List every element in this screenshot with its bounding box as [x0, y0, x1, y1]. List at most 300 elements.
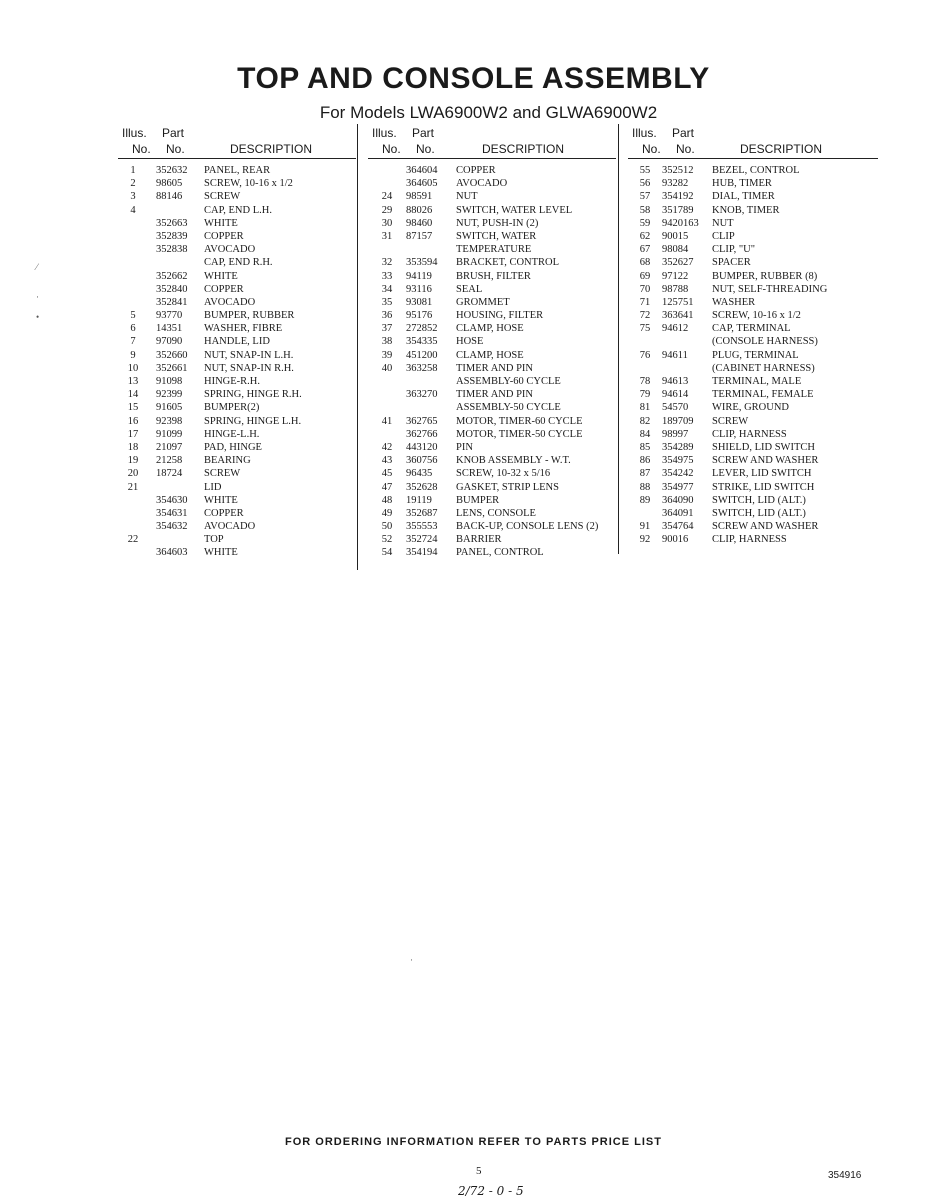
parts-row: [368, 442, 616, 455]
illus-number: 14: [127, 389, 139, 401]
part-description: BUMPER, RUBBER: [204, 310, 295, 322]
header-part-no: No.: [676, 142, 695, 156]
part-number: 97122: [662, 270, 689, 282]
illus-number: 75: [639, 323, 651, 335]
parts-row: [368, 534, 616, 547]
part-number: 352839: [156, 230, 188, 242]
part-number: 54570: [662, 402, 689, 414]
parts-list: [118, 165, 356, 561]
part-description: ASSEMBLY-50 CYCLE: [456, 402, 561, 414]
part-number: 352627: [662, 257, 694, 269]
part-description: BACK-UP, CONSOLE LENS (2): [456, 521, 599, 533]
part-number: 97090: [156, 336, 183, 348]
part-description: (CONSOLE HARNESS): [712, 336, 818, 348]
part-description: TIMER AND PIN: [456, 389, 534, 401]
illus-number: 85: [639, 441, 651, 453]
part-description: PAD, HINGE: [204, 441, 262, 453]
part-number: 363641: [662, 310, 694, 322]
part-number: 364603: [156, 547, 188, 559]
part-description: NUT, SNAP-IN R.H.: [204, 362, 294, 374]
part-description: SPACER: [712, 257, 751, 269]
parts-row: [368, 231, 616, 244]
parts-row: [368, 547, 616, 560]
part-description: HOUSING, FILTER: [456, 310, 544, 322]
parts-row: [368, 297, 616, 310]
parts-row: [368, 521, 616, 534]
illus-number: 69: [639, 270, 651, 282]
part-description: SCREW: [204, 191, 241, 203]
illus-number: 68: [639, 257, 651, 269]
parts-row: [118, 191, 356, 204]
part-description: CLIP: [712, 230, 735, 242]
part-number: 98788: [662, 283, 689, 295]
parts-row: [368, 218, 616, 231]
column-header: [628, 124, 878, 159]
part-number: 352663: [156, 217, 188, 229]
parts-row: [118, 442, 356, 455]
illus-number: 17: [127, 428, 139, 440]
part-number: 443120: [406, 441, 438, 453]
header-no: No.: [642, 142, 661, 156]
part-description: SCREW, 10-16 x 1/2: [712, 310, 801, 322]
part-number: 93081: [406, 296, 433, 308]
parts-row: [118, 495, 356, 508]
illus-number: 89: [639, 494, 651, 506]
parts-row: [628, 271, 878, 284]
illus-number: 52: [381, 534, 393, 546]
illus-number: 87: [639, 468, 651, 480]
part-number: 354975: [662, 455, 694, 467]
part-number: 364090: [662, 494, 694, 506]
part-number: 364605: [406, 178, 438, 190]
parts-row: [368, 165, 616, 178]
header-description: DESCRIPTION: [740, 142, 823, 156]
column-divider: [357, 124, 358, 570]
header-part-no: No.: [166, 142, 185, 156]
parts-row: [368, 178, 616, 191]
header-illus: Illus.: [122, 126, 147, 140]
illus-number: 41: [381, 415, 393, 427]
part-description: BRUSH, FILTER: [456, 270, 531, 282]
illus-number: 1: [130, 165, 136, 176]
parts-row: [628, 416, 878, 429]
part-description: KNOB, TIMER: [712, 204, 780, 216]
parts-row: [118, 534, 356, 547]
part-number: 352512: [662, 165, 694, 176]
part-description: SCREW: [712, 415, 749, 427]
parts-row: [368, 468, 616, 481]
parts-row: [118, 468, 356, 481]
parts-row: [118, 363, 356, 376]
part-description: NUT: [712, 217, 734, 229]
illus-number: 16: [127, 415, 139, 427]
part-description: SCREW AND WASHER: [712, 521, 819, 533]
illus-number: 78: [639, 376, 651, 387]
part-description: MOTOR, TIMER-50 CYCLE: [456, 428, 583, 440]
part-number: 90015: [662, 230, 689, 242]
illus-number: 39: [381, 349, 393, 361]
parts-row: [118, 521, 356, 534]
part-description: HOSE: [456, 336, 484, 348]
illus-number: 76: [639, 349, 651, 361]
part-number: 91099: [156, 428, 183, 440]
part-description: CLIP, "U": [712, 244, 755, 256]
parts-row: [628, 521, 878, 534]
part-description: WHITE: [204, 270, 238, 282]
parts-row: [628, 376, 878, 389]
header-illus: Illus.: [372, 126, 397, 140]
part-description: GROMMET: [456, 296, 510, 308]
parts-row: [368, 429, 616, 442]
illus-number: 62: [639, 230, 651, 242]
part-number: 451200: [406, 349, 438, 361]
part-number: 363258: [406, 362, 438, 374]
parts-row: [118, 297, 356, 310]
parts-row: [628, 402, 878, 415]
parts-row: [368, 284, 616, 297]
part-number: 9420163: [662, 217, 699, 229]
ordering-note: FOR ORDERING INFORMATION REFER TO PARTS PRICE LIST: [285, 1136, 662, 1148]
parts-row: [368, 257, 616, 270]
parts-row: [368, 323, 616, 336]
part-description: HANDLE, LID: [204, 336, 270, 348]
parts-row: [118, 231, 356, 244]
part-number: 21258: [156, 455, 183, 467]
illus-number: 32: [381, 257, 393, 269]
scan-mark: •: [36, 312, 40, 322]
part-description: COPPER: [456, 165, 496, 176]
part-description: CAP, END L.H.: [204, 204, 272, 216]
part-description: BUMPER: [456, 494, 500, 506]
illus-number: 18: [127, 441, 139, 453]
scan-mark: ·: [410, 955, 413, 965]
part-description: CAP, END R.H.: [204, 257, 273, 269]
parts-row: [628, 534, 878, 547]
part-description: WHITE: [204, 494, 238, 506]
illus-number: 40: [381, 362, 393, 374]
parts-row: [628, 165, 878, 178]
part-number: 94612: [662, 323, 689, 335]
part-number: 354242: [662, 468, 694, 480]
part-description: SCREW AND WASHER: [712, 455, 819, 467]
parts-row: [118, 455, 356, 468]
illus-number: 4: [130, 204, 136, 216]
parts-row: [628, 468, 878, 481]
illus-number: 3: [130, 191, 136, 203]
parts-row: [118, 350, 356, 363]
part-description: GASKET, STRIP LENS: [456, 481, 559, 493]
illus-number: 57: [639, 191, 651, 203]
part-number: 354192: [662, 191, 694, 203]
part-description: SHIELD, LID SWITCH: [712, 441, 815, 453]
part-number: 352662: [156, 270, 188, 282]
illus-number: 71: [639, 296, 651, 308]
parts-row: [628, 508, 878, 521]
part-number: 354631: [156, 507, 188, 519]
part-description: LID: [204, 481, 222, 493]
illus-number: 34: [381, 283, 393, 295]
part-number: 94611: [662, 349, 688, 361]
part-number: 360756: [406, 455, 438, 467]
part-description: SCREW, 10-32 x 5/16: [456, 468, 551, 480]
column-divider: [618, 124, 619, 554]
illus-number: 88: [639, 481, 651, 493]
parts-row: [118, 482, 356, 495]
illus-number: 15: [127, 402, 139, 414]
part-description: TEMPERATURE: [456, 244, 532, 256]
parts-row: [118, 389, 356, 402]
part-description: BRACKET, CONTROL: [456, 257, 560, 269]
parts-row: [118, 178, 356, 191]
illus-number: 82: [639, 415, 651, 427]
part-number: 87157: [406, 230, 433, 242]
parts-row: [118, 336, 356, 349]
part-description: HINGE-R.H.: [204, 376, 260, 387]
parts-row: [628, 205, 878, 218]
illus-number: 36: [381, 310, 393, 322]
parts-row: [628, 482, 878, 495]
parts-row: [628, 389, 878, 402]
illus-number: 37: [381, 323, 393, 335]
part-description: LEVER, LID SWITCH: [712, 468, 812, 480]
parts-row: [368, 336, 616, 349]
part-description: (CABINET HARNESS): [712, 362, 815, 374]
parts-row: [118, 429, 356, 442]
illus-number: 45: [381, 468, 393, 480]
parts-row: [368, 416, 616, 429]
illus-number: 31: [381, 230, 393, 242]
part-description: DIAL, TIMER: [712, 191, 775, 203]
part-description: PLUG, TERMINAL: [712, 349, 799, 361]
parts-row: [118, 547, 356, 560]
part-number: 189709: [662, 415, 694, 427]
illus-number: 29: [381, 204, 393, 216]
part-number: 92399: [156, 389, 183, 401]
parts-row: [118, 205, 356, 218]
part-number: 93770: [156, 310, 183, 322]
part-description: AVOCADO: [204, 296, 256, 308]
parts-row: [118, 271, 356, 284]
part-description: WASHER, FIBRE: [204, 323, 283, 335]
illus-number: 86: [639, 455, 651, 467]
part-description: CAP, TERMINAL: [712, 323, 791, 335]
part-description: PIN: [456, 441, 473, 453]
part-description: COPPER: [204, 507, 244, 519]
part-number: 18724: [156, 468, 183, 480]
parts-row: [368, 350, 616, 363]
column-header: [368, 124, 616, 159]
parts-row: [628, 495, 878, 508]
illus-number: 20: [127, 468, 139, 480]
part-description: TOP: [204, 534, 224, 546]
illus-number: 21: [127, 481, 139, 493]
part-number: 354289: [662, 441, 694, 453]
parts-row: [118, 508, 356, 521]
illus-number: 72: [639, 310, 651, 322]
illus-number: 2: [130, 178, 136, 190]
page-subtitle: For Models LWA6900W2 and GLWA6900W2: [319, 103, 658, 122]
header-illus: Illus.: [632, 126, 657, 140]
part-description: WIRE, GROUND: [712, 402, 789, 414]
illus-number: 92: [639, 534, 651, 546]
parts-row: [118, 257, 356, 270]
header-no: No.: [132, 142, 151, 156]
part-description: COPPER: [204, 283, 244, 295]
illus-number: 38: [381, 336, 393, 348]
parts-list: [628, 165, 878, 547]
illus-number: 47: [381, 481, 393, 493]
part-description: SWITCH, LID (ALT.): [712, 494, 806, 506]
part-description: BEARING: [204, 455, 251, 467]
parts-row: [368, 376, 616, 389]
part-number: 98460: [406, 217, 433, 229]
illus-number: 70: [639, 283, 651, 295]
parts-row: [628, 244, 878, 257]
illus-number: 6: [130, 323, 136, 335]
part-number: 98084: [662, 244, 689, 256]
scan-mark: ⁄: [36, 262, 38, 272]
illus-number: 22: [127, 534, 139, 546]
part-description: NUT, SNAP-IN L.H.: [204, 349, 294, 361]
parts-row: [118, 244, 356, 257]
parts-row: [368, 271, 616, 284]
column-header: [118, 124, 356, 159]
parts-row: [368, 402, 616, 415]
parts-row: [628, 297, 878, 310]
part-number: 363270: [406, 389, 438, 401]
part-number: 90016: [662, 534, 689, 546]
part-description: COPPER: [204, 230, 244, 242]
page-number: 5: [476, 1165, 482, 1177]
parts-row: [118, 402, 356, 415]
parts-row: [368, 205, 616, 218]
part-description: SWITCH, WATER: [456, 230, 537, 242]
part-number: 364091: [662, 507, 694, 519]
illus-number: 59: [639, 217, 651, 229]
parts-row: [368, 244, 616, 257]
parts-row: [368, 389, 616, 402]
illus-number: 42: [381, 441, 393, 453]
parts-row: [368, 455, 616, 468]
part-number: 94119: [406, 270, 432, 282]
part-number: 19119: [406, 494, 432, 506]
part-number: 352687: [406, 507, 438, 519]
parts-row: [118, 416, 356, 429]
illus-number: 19: [127, 455, 139, 467]
part-number: 352724: [406, 534, 438, 546]
part-description: LENS, CONSOLE: [456, 507, 536, 519]
parts-row: [628, 191, 878, 204]
parts-row: [118, 310, 356, 323]
part-number: 88146: [156, 191, 183, 203]
part-description: PANEL, REAR: [204, 165, 271, 176]
parts-row: [368, 495, 616, 508]
part-number: 352840: [156, 283, 188, 295]
part-number: 354764: [662, 521, 694, 533]
part-number: 14351: [156, 323, 183, 335]
illus-number: 58: [639, 204, 651, 216]
parts-row: [628, 310, 878, 323]
parts-row: [368, 363, 616, 376]
part-description: CLAMP, HOSE: [456, 323, 524, 335]
part-number: 352838: [156, 244, 188, 256]
part-description: CLIP, HARNESS: [712, 428, 787, 440]
part-number: 355553: [406, 521, 438, 533]
part-description: SWITCH, WATER LEVEL: [456, 204, 573, 216]
part-description: SPRING, HINGE R.H.: [204, 389, 302, 401]
illus-number: 9: [130, 349, 136, 361]
header-no: No.: [382, 142, 401, 156]
part-description: SCREW, 10-16 x 1/2: [204, 178, 293, 190]
illus-number: 49: [381, 507, 393, 519]
part-number: 354632: [156, 521, 188, 533]
parts-row: [368, 482, 616, 495]
part-number: 91605: [156, 402, 183, 414]
part-number: 352661: [156, 362, 188, 374]
part-number: 125751: [662, 296, 694, 308]
part-description: STRIKE, LID SWITCH: [712, 481, 815, 493]
page-title: TOP AND CONSOLE ASSEMBLY: [237, 62, 710, 95]
parts-row: [118, 284, 356, 297]
part-description: SWITCH, LID (ALT.): [712, 507, 806, 519]
part-description: AVOCADO: [204, 521, 256, 533]
illus-number: 10: [127, 362, 139, 374]
part-description: NUT, PUSH-IN (2): [456, 217, 539, 229]
parts-row: [628, 429, 878, 442]
parts-row: [118, 165, 356, 178]
illus-number: 67: [639, 244, 651, 256]
part-number: 352660: [156, 349, 188, 361]
parts-row: [628, 336, 878, 349]
part-number: 352841: [156, 296, 188, 308]
part-description: CLIP, HARNESS: [712, 534, 787, 546]
part-number: 364604: [406, 165, 438, 176]
part-number: 93282: [662, 178, 689, 190]
part-description: TERMINAL, FEMALE: [712, 389, 814, 401]
part-description: WASHER: [712, 296, 756, 308]
part-description: MOTOR, TIMER-60 CYCLE: [456, 415, 583, 427]
parts-row: [628, 257, 878, 270]
illus-number: 91: [639, 521, 651, 533]
parts-column-1: [118, 124, 356, 561]
part-description: AVOCADO: [204, 244, 256, 256]
illus-number: 7: [130, 336, 136, 348]
scan-mark: ·: [36, 292, 39, 302]
part-description: WHITE: [204, 547, 238, 559]
part-description: CLAMP, HOSE: [456, 349, 524, 361]
part-description: ASSEMBLY-60 CYCLE: [456, 376, 561, 387]
part-number: 98605: [156, 178, 183, 190]
illus-number: 35: [381, 296, 393, 308]
handwritten-note: 2/72 - 0 - 5: [458, 1184, 524, 1198]
illus-number: 50: [381, 521, 393, 533]
part-number: 95176: [406, 310, 433, 322]
part-number: 352632: [156, 165, 188, 176]
parts-row: [118, 376, 356, 389]
parts-row: [628, 323, 878, 336]
parts-row: [628, 178, 878, 191]
part-description: BUMPER, RUBBER (8): [712, 270, 818, 282]
part-description: HUB, TIMER: [712, 178, 772, 190]
illus-number: 24: [381, 191, 393, 203]
part-number: 354630: [156, 494, 188, 506]
part-number: 352628: [406, 481, 438, 493]
part-number: 91098: [156, 376, 183, 387]
part-description: KNOB ASSEMBLY - W.T.: [456, 455, 571, 467]
part-description: NUT, SELF-THREADING: [712, 283, 828, 295]
part-number: 94613: [662, 376, 689, 387]
parts-row: [368, 191, 616, 204]
